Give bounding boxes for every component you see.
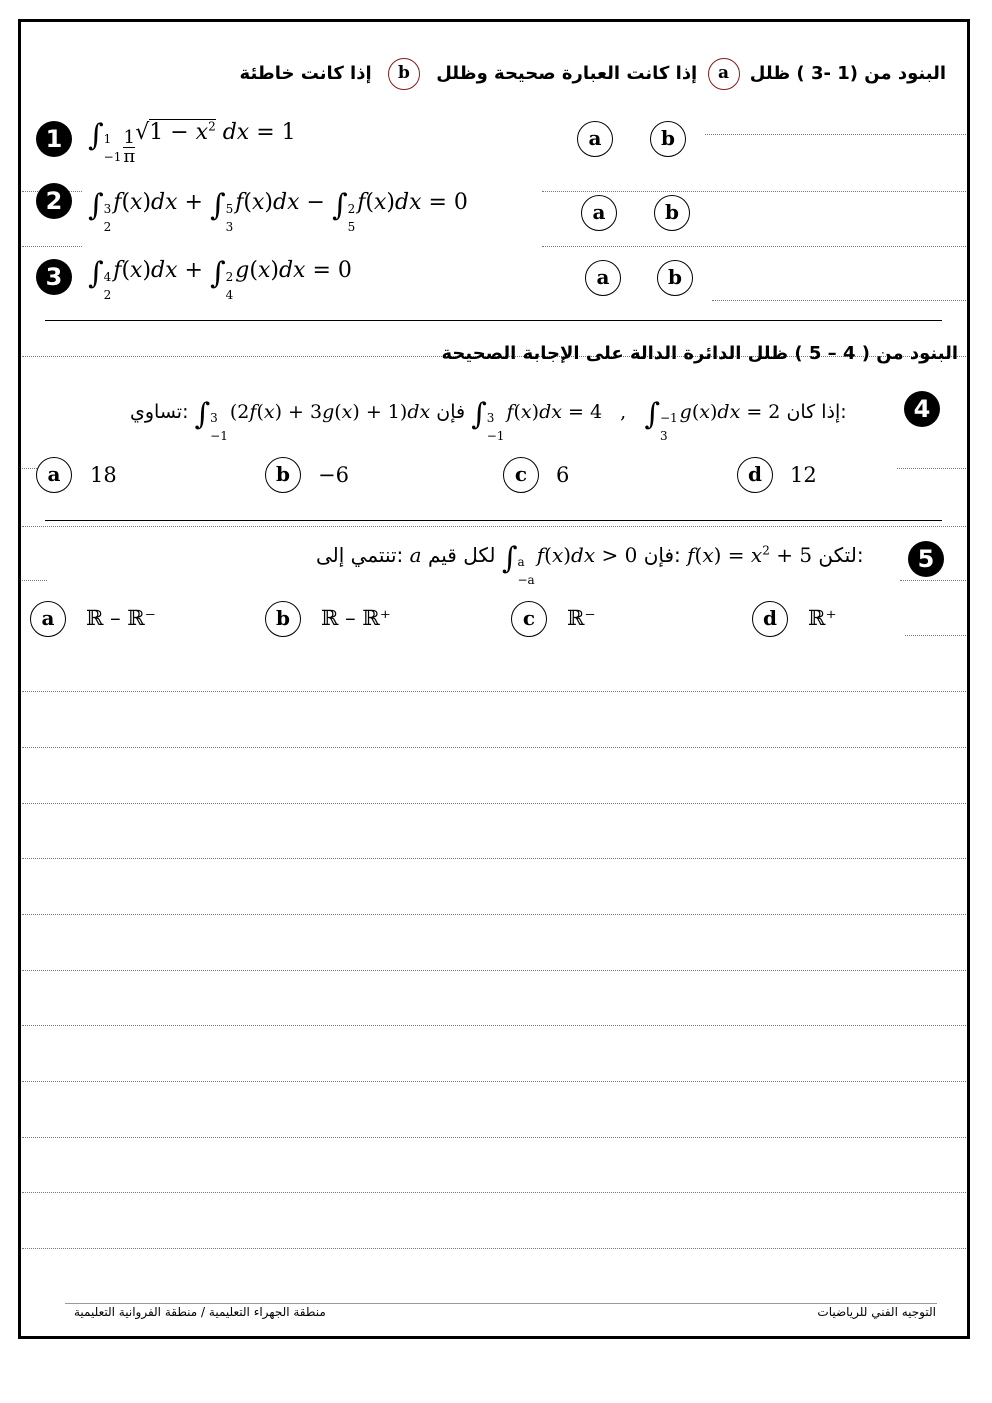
- section-divider: [45, 520, 942, 521]
- q5-option-b[interactable]: b: [265, 601, 301, 637]
- answer-line: [897, 468, 966, 469]
- answer-line: [22, 526, 966, 527]
- item-number-2: 2: [36, 183, 72, 219]
- q5-belongs-label: تنتمي إلى:: [316, 543, 404, 567]
- ruled-line: [22, 914, 966, 915]
- answer-line: [22, 246, 82, 247]
- q5-option-c-value: ℝ⁻: [567, 606, 596, 630]
- ruled-line: [22, 1248, 966, 1249]
- answer-line: [900, 580, 966, 581]
- header-tf-mid: إذا كانت العبارة صحيحة وظلل: [436, 63, 698, 84]
- q4-option-d[interactable]: d: [737, 457, 773, 493]
- q4-option-d-value: 12: [790, 463, 817, 487]
- q4-then-label: فإن: [436, 401, 466, 423]
- answer-line: [22, 468, 37, 469]
- answer-line: [905, 635, 966, 636]
- header-mcq-instructions: البنود من ( 4 – 5 ) ظلل الدائرة الدالة على الإجابة الصحيحة: [441, 343, 958, 364]
- q4-option-c[interactable]: c: [503, 457, 539, 493]
- answer-line: [22, 580, 47, 581]
- answer-line: [542, 191, 966, 192]
- header-tf-suffix: إذا كانت خاطئة: [239, 63, 372, 84]
- item-number-3: 3: [36, 259, 72, 295]
- item-1-option-b[interactable]: b: [650, 121, 686, 157]
- item-3-equation: ∫ 4 2 f(x)dx + ∫ 2 4 g(x)dx = 0: [88, 256, 352, 302]
- q4-option-a-value: 18: [90, 463, 117, 487]
- q5-option-a[interactable]: a: [30, 601, 66, 637]
- header-tf-prefix: البنود من (1 -3 ) ظلل: [749, 63, 946, 84]
- item-number-4: 4: [904, 391, 940, 427]
- q4-option-b[interactable]: b: [265, 457, 301, 493]
- item-number-5: 5: [908, 541, 944, 577]
- section-divider: [45, 320, 942, 321]
- q5-option-d[interactable]: d: [752, 601, 788, 637]
- ruled-line: [22, 747, 966, 748]
- footer-rule: [65, 1303, 937, 1304]
- item-number-1: 1: [36, 121, 72, 157]
- item-3-option-a[interactable]: a: [585, 260, 621, 296]
- q4-equals-label: تساوي:: [130, 401, 189, 423]
- footer-right: التوجيه الفني للرياضيات: [817, 1305, 936, 1319]
- ruled-line: [22, 1137, 966, 1138]
- q5-question: تنتمي إلى: a لكل قيم ∫ a −a f(x)dx > 0 فإن: $f(x) = x^2 + 5$ لتكن:: [316, 541, 864, 587]
- item-2-option-b[interactable]: b: [654, 195, 690, 231]
- header-option-a: a: [708, 58, 740, 90]
- q4-option-c-value: 6: [556, 463, 570, 487]
- ruled-line: [22, 970, 966, 971]
- ruled-line: [22, 1025, 966, 1026]
- item-2-option-a[interactable]: a: [581, 195, 617, 231]
- ruled-line: [22, 1192, 966, 1193]
- q5-then-label: فإن:: [643, 543, 681, 567]
- item-1-option-a[interactable]: a: [577, 121, 613, 157]
- header-option-b: b: [388, 58, 420, 90]
- q4-question: تساوي: ∫ 3 −1 (2f(x) + 3g(x) + 1)dx فإن ∫ 3 −1 f(x)dx = 4 , ∫ −1 3 g(x)dx = 2 إذا كان:: [130, 397, 847, 443]
- item-2-equation: ∫ 3 2 f(x)dx + ∫ 5 3 f(x)dx − ∫ 2 5 f(x)dx = 0: [88, 188, 468, 234]
- item-3-option-b[interactable]: b: [657, 260, 693, 296]
- footer-left: منطقة الجهراء التعليمية / منطقة الفروانية التعليمية: [74, 1305, 326, 1319]
- q5-forall-label: لكل قيم: [427, 543, 496, 567]
- answer-line: [542, 246, 966, 247]
- q5-let-label: لتكن:: [818, 543, 864, 567]
- q4-if-label: إذا كان:: [786, 401, 847, 423]
- q5-option-b-value: ℝ – ℝ⁺: [321, 606, 391, 630]
- answer-line: [712, 300, 966, 301]
- q5-option-d-value: ℝ⁺: [808, 606, 837, 630]
- ruled-line: [22, 803, 966, 804]
- q5-option-c[interactable]: c: [511, 601, 547, 637]
- ruled-line: [22, 691, 966, 692]
- q4-option-a[interactable]: a: [36, 457, 72, 493]
- header-tf-instructions: [240, 58, 946, 90]
- q4-option-b-value: −6: [318, 463, 349, 487]
- ruled-line: [22, 858, 966, 859]
- q5-option-a-value: ℝ – ℝ⁻: [86, 606, 156, 630]
- answer-line: [705, 134, 966, 135]
- ruled-line: [22, 1081, 966, 1082]
- item-1-equation: ∫ 1 −1 $\frac{1}{\pi}$ $√1 - x^2$ dx = 1: [88, 118, 296, 167]
